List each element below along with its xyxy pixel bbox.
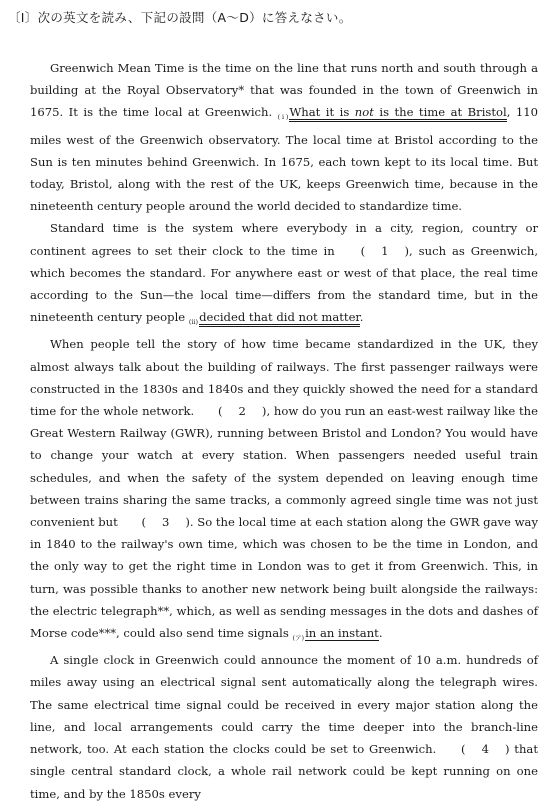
text-run: Standard time is the system where everybody in a city, region, country or continent agrees to set their clock to the time in <box>30 221 538 258</box>
paragraph-2 <box>30 217 538 333</box>
marker-i: (ⅰ) <box>277 113 289 122</box>
blank-2: ( 2 ) <box>218 404 267 419</box>
blank-1: ( 1 ) <box>360 243 410 258</box>
text-run: , how do you run an east-west railway like the Great Western Railway (GWR), running between Bristol and London? You would have to change your watch at every station. When passengers needed useful train schedules, and when the safety of the system depended on leaving enough time between trains sharing the same tracks, a commonly agreed single time was not just convenient but <box>30 404 538 530</box>
text-run: , 110 miles west of the Greenwich observatory. The local time at Bristol according to the Sun is ten minutes behind Greenwich. In 1675, each town kept to its local time. But today, Bristol, along with the rest of the UK, keeps Greenwich time, because in the nineteenth century people around the world decided to standardize time. <box>30 105 539 214</box>
blank-3: ( 3 ) <box>141 515 190 530</box>
marker-ii: (ⅱ) <box>188 318 199 327</box>
text-run: that single central standard clock, a whole rail network could be kept running on one time, and by the 1850s every <box>30 742 538 801</box>
text-run: Greenwich Mean Time is the time on the line that runs north and south through a building at the Royal Observatory* that was founded in the town of Greenwich in 1675. It is the time local at Greenwich. <box>30 61 538 120</box>
blank-number: 4 <box>481 742 489 757</box>
question-heading: 〔Ⅰ〕次の英文を読み、下記の設問（A～D）に答えなさい。 <box>8 10 352 25</box>
marker-a: (ア) <box>292 634 305 643</box>
text-run: , such as Greenwich, which becomes the standard. For anywhere east or west of that place, the real time according to the Sun—the local time—differs from the standard time, but in the nineteenth century people <box>30 243 539 325</box>
blank-number: 3 <box>161 515 170 530</box>
paragraph-4 <box>30 649 538 804</box>
paragraph-1 <box>30 57 538 217</box>
text-run: . So the local time at each station along the GWR gave way in 1840 to the railway's own time, which was chosen to be the time in London, and the only way to get the right time in London was to get it from Greenwich. This, in turn, was possible thanks to another new network being built alongside the railways: the electric telegraph**, which, as well as sending messages in the dots and dashes of Morse code***, could also send time signals <box>30 515 538 641</box>
text-run: A single clock in Greenwich could announce the moment of 10 a.m. hundreds of miles away using an electrical signal sent automatically along the telegraph wires. The same electrical time signal could be received in every major station along the line, and local arrangements could carry the time deeper into the branch-line network, too. At each station the clocks could be set to Greenwich. <box>30 653 538 757</box>
blank-4: ( 4 ) <box>461 742 510 757</box>
underlined-phrase-ii: decided that did not matter <box>199 310 360 327</box>
text-run: What it is <box>289 105 355 120</box>
blank-number: 2 <box>238 404 246 419</box>
blank-number: 1 <box>381 243 389 258</box>
passage <box>30 57 538 805</box>
text-run: When people tell the story of how time became standardized in the UK, they almost always talk about the building of railways. The first passenger railways were constructed in the 1830s and 1840s and they quickly showed the need for a standard time for the whole network. <box>30 337 538 419</box>
text-run: is the time at Bristol <box>373 105 507 120</box>
emphasis-not: not <box>354 105 374 120</box>
text-run: . <box>359 310 364 325</box>
underlined-phrase-i <box>289 105 506 122</box>
paragraph-3 <box>30 333 538 649</box>
underlined-phrase-a: in an instant <box>305 626 379 641</box>
text-run: . <box>378 626 383 641</box>
